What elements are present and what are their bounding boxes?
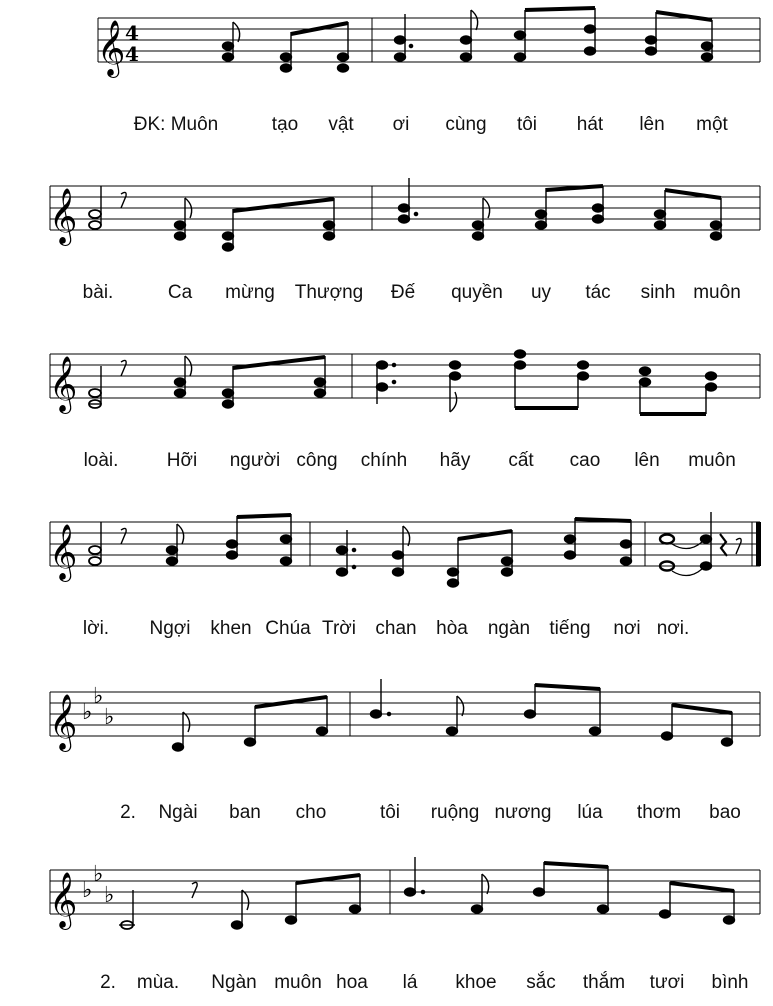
lyric-syllable: 2. [120, 802, 136, 823]
lyric-syllable: thơm [636, 802, 682, 823]
lyric-syllable: hoa [336, 972, 368, 993]
lyrics-line-5 [0, 802, 773, 836]
treble-clef-icon: 𝄞 [49, 188, 78, 244]
lyric-syllable: Thượng [294, 282, 364, 303]
lyric-syllable: ơi [392, 114, 410, 135]
staff-2 [0, 168, 773, 252]
lyric-syllable: tươi [649, 972, 685, 993]
key-signature-flats-icon [82, 684, 114, 730]
lyric-syllable: sắc [526, 972, 556, 993]
lyric-syllable: ngàn [487, 618, 531, 639]
lyric-syllable: hát [576, 114, 604, 135]
key-signature-flats-icon [82, 862, 114, 908]
lyric-syllable: Hỡi [166, 450, 198, 471]
lyric-syllable: cho [295, 802, 327, 823]
lyric-syllable: khen [210, 618, 252, 639]
svg-text:♭: ♭ [82, 878, 93, 903]
lyric-syllable: thắm [582, 972, 626, 993]
lyric-syllable: lúa [577, 802, 603, 823]
lyrics-line-2 [0, 282, 773, 316]
lyric-syllable: bình [711, 972, 749, 993]
svg-text:♭: ♭ [82, 700, 93, 725]
treble-clef-icon: 𝄞 [49, 356, 78, 412]
lyric-syllable: Trời [322, 618, 356, 639]
lyric-syllable: lên [634, 450, 660, 471]
lyric-syllable: tiếng [549, 618, 591, 639]
lyrics-line-6 [0, 972, 773, 1006]
lyric-syllable: tôi [379, 802, 401, 823]
lyrics-line-1 [0, 114, 773, 148]
lyric-syllable: hòa [436, 618, 468, 639]
lyric-syllable: quyền [451, 282, 503, 303]
lyric-syllable: khoe [455, 972, 497, 993]
svg-text:♭: ♭ [93, 862, 104, 887]
lyrics-line-3 [0, 450, 773, 484]
lyrics-line-4 [0, 618, 773, 652]
lyric-syllable: Ngàn [211, 972, 257, 993]
treble-clef-icon: 𝄞 [49, 694, 78, 750]
lyric-syllable: Chúa [265, 618, 311, 639]
staff-4 [0, 504, 773, 588]
lyric-syllable: sinh [640, 282, 676, 303]
time-signature-top: 4 [125, 21, 139, 45]
lyric-syllable: một [696, 114, 728, 135]
lyric-syllable: Ngài [158, 802, 198, 823]
lyric-syllable: Ngợi [149, 618, 191, 639]
lyric-syllable: bao [709, 802, 741, 823]
lyric-syllable: nương [494, 802, 552, 823]
treble-clef-icon: 𝄞 [49, 872, 78, 928]
lyric-syllable: cao [569, 450, 601, 471]
staff-5 [0, 674, 773, 758]
lyric-syllable: người [229, 450, 281, 471]
lyric-syllable: chính [360, 450, 408, 471]
lyric-syllable: hãy [439, 450, 471, 471]
lyric-syllable: công [296, 450, 338, 471]
lyric-syllable: bài. [82, 282, 114, 303]
lyric-syllable: lời. [82, 618, 110, 639]
lyric-syllable: lên [639, 114, 665, 135]
lyric-syllable: ĐK: Muôn [133, 114, 219, 135]
lyric-syllable: mừng [225, 282, 275, 303]
lyric-syllable: muôn [688, 450, 736, 471]
lyric-syllable: tạo [271, 114, 299, 135]
final-barline [756, 522, 761, 566]
lyric-syllable: muôn [693, 282, 741, 303]
lyric-syllable: cất [508, 450, 534, 471]
staff-1 [0, 0, 773, 80]
lyric-syllable: tác [585, 282, 611, 303]
lyric-syllable: nơi. [656, 618, 690, 639]
lyric-syllable: ruộng [430, 802, 480, 823]
lyric-syllable: cùng [445, 114, 487, 135]
lyric-syllable: vật [328, 114, 354, 135]
svg-text:♭: ♭ [93, 684, 104, 709]
svg-text:♭: ♭ [104, 883, 115, 908]
lyric-syllable: tôi [516, 114, 538, 135]
time-signature-bottom: 4 [125, 42, 139, 66]
treble-clef-icon: 𝄞 [97, 20, 126, 76]
lyric-syllable: chan [375, 618, 417, 639]
lyric-syllable: muôn [274, 972, 322, 993]
lyric-syllable: Đế [390, 282, 416, 303]
lyric-syllable: nơi [613, 618, 641, 639]
svg-text:♭: ♭ [104, 705, 115, 730]
lyric-syllable: mùa. [136, 972, 180, 993]
lyric-syllable: lá [402, 972, 418, 993]
lyric-syllable: 2. [100, 972, 116, 993]
lyric-syllable: loài. [83, 450, 119, 471]
staff-6 [0, 852, 773, 936]
lyric-syllable: uy [530, 282, 552, 303]
treble-clef-icon: 𝄞 [49, 524, 78, 580]
lyric-syllable: ban [229, 802, 261, 823]
lyric-syllable: Ca [167, 282, 193, 303]
staff-3 [0, 336, 773, 420]
